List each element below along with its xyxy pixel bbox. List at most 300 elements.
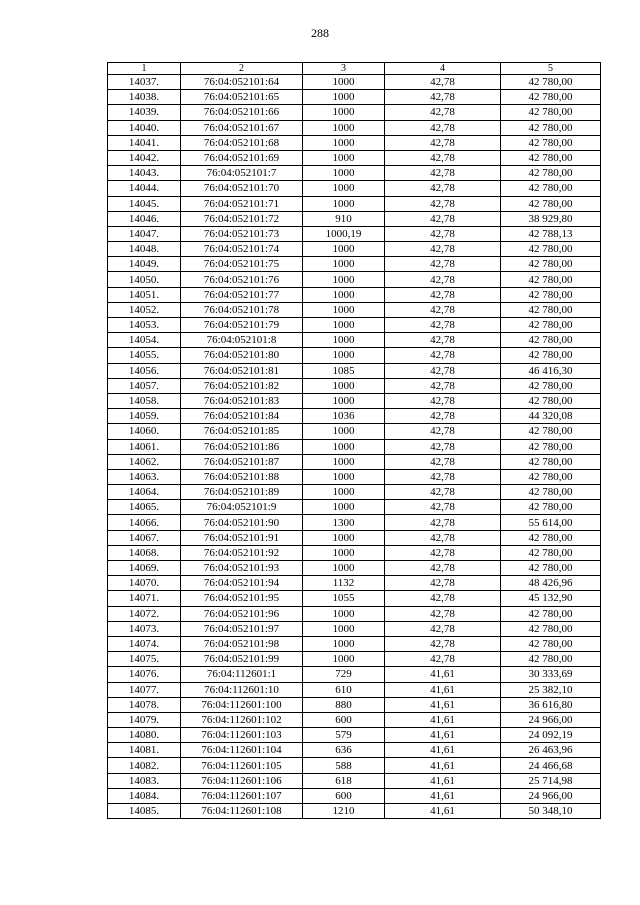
area-cell: 1000 <box>303 196 385 211</box>
row-number-cell: 14057. <box>108 378 181 393</box>
cadastral-number-cell: 76:04:052101:90 <box>181 515 303 530</box>
value-cell: 42 780,00 <box>501 393 601 408</box>
row-number-cell: 14043. <box>108 166 181 181</box>
area-cell: 1000 <box>303 561 385 576</box>
value-cell: 25 714,98 <box>501 773 601 788</box>
cadastral-number-cell: 76:04:052101:99 <box>181 652 303 667</box>
rate-cell: 42,78 <box>385 469 501 484</box>
column-header: 3 <box>303 63 385 75</box>
rate-cell: 42,78 <box>385 454 501 469</box>
table-row <box>108 242 601 257</box>
table-row <box>108 773 601 788</box>
cadastral-number-cell: 76:04:052101:70 <box>181 181 303 196</box>
area-cell: 1000 <box>303 652 385 667</box>
row-number-cell: 14047. <box>108 226 181 241</box>
row-number-cell: 14039. <box>108 105 181 120</box>
row-number-cell: 14074. <box>108 636 181 651</box>
cadastral-number-cell: 76:04:052101:65 <box>181 90 303 105</box>
row-number-cell: 14067. <box>108 530 181 545</box>
table-row <box>108 758 601 773</box>
value-cell: 45 132,90 <box>501 591 601 606</box>
value-cell: 42 780,00 <box>501 545 601 560</box>
table-row <box>108 181 601 196</box>
table-row <box>108 150 601 165</box>
cadastral-number-cell: 76:04:052101:85 <box>181 424 303 439</box>
row-number-cell: 14063. <box>108 469 181 484</box>
cadastral-number-cell: 76:04:052101:80 <box>181 348 303 363</box>
table-row <box>108 166 601 181</box>
rate-cell: 42,78 <box>385 181 501 196</box>
cadastral-number-cell: 76:04:052101:77 <box>181 287 303 302</box>
column-header: 2 <box>181 63 303 75</box>
rate-cell: 42,78 <box>385 636 501 651</box>
value-cell: 42 780,00 <box>501 561 601 576</box>
rate-cell: 42,78 <box>385 378 501 393</box>
table-row <box>108 318 601 333</box>
value-cell: 42 780,00 <box>501 500 601 515</box>
cadastral-number-cell: 76:04:112601:1 <box>181 667 303 682</box>
table-row <box>108 545 601 560</box>
cadastral-number-cell: 76:04:052101:88 <box>181 469 303 484</box>
rate-cell: 42,78 <box>385 333 501 348</box>
table-row <box>108 667 601 682</box>
table-row <box>108 469 601 484</box>
cadastral-number-cell: 76:04:052101:93 <box>181 561 303 576</box>
row-number-cell: 14071. <box>108 591 181 606</box>
rate-cell: 41,61 <box>385 697 501 712</box>
table-row <box>108 75 601 90</box>
cadastral-number-cell: 76:04:052101:72 <box>181 211 303 226</box>
table-row <box>108 576 601 591</box>
value-cell: 42 780,00 <box>501 530 601 545</box>
row-number-cell: 14068. <box>108 545 181 560</box>
table-row <box>108 105 601 120</box>
row-number-cell: 14072. <box>108 606 181 621</box>
value-cell: 38 929,80 <box>501 211 601 226</box>
rate-cell: 42,78 <box>385 211 501 226</box>
table-row <box>108 211 601 226</box>
row-number-cell: 14081. <box>108 743 181 758</box>
table-row <box>108 500 601 515</box>
area-cell: 1000 <box>303 439 385 454</box>
value-cell: 55 614,00 <box>501 515 601 530</box>
row-number-cell: 14054. <box>108 333 181 348</box>
table-row <box>108 363 601 378</box>
area-cell: 1085 <box>303 363 385 378</box>
table-row <box>108 530 601 545</box>
table-row <box>108 712 601 727</box>
area-cell: 729 <box>303 667 385 682</box>
table-row <box>108 591 601 606</box>
cadastral-number-cell: 76:04:052101:78 <box>181 302 303 317</box>
value-cell: 42 788,13 <box>501 226 601 241</box>
table-row <box>108 378 601 393</box>
area-cell: 1000 <box>303 287 385 302</box>
row-number-cell: 14041. <box>108 135 181 150</box>
value-cell: 42 780,00 <box>501 378 601 393</box>
table-row <box>108 606 601 621</box>
table-row <box>108 272 601 287</box>
area-cell: 1000 <box>303 485 385 500</box>
value-cell: 24 466,68 <box>501 758 601 773</box>
cadastral-number-cell: 76:04:052101:89 <box>181 485 303 500</box>
rate-cell: 42,78 <box>385 500 501 515</box>
cadastral-number-cell: 76:04:052101:64 <box>181 75 303 90</box>
value-cell: 24 092,19 <box>501 728 601 743</box>
rate-cell: 42,78 <box>385 591 501 606</box>
area-cell: 1055 <box>303 591 385 606</box>
table-row <box>108 485 601 500</box>
row-number-cell: 14058. <box>108 393 181 408</box>
table-row <box>108 302 601 317</box>
value-cell: 42 780,00 <box>501 606 601 621</box>
cadastral-number-cell: 76:04:052101:79 <box>181 318 303 333</box>
table-header-row <box>108 63 601 75</box>
area-cell: 1000 <box>303 454 385 469</box>
table-row <box>108 196 601 211</box>
row-number-cell: 14082. <box>108 758 181 773</box>
value-cell: 30 333,69 <box>501 667 601 682</box>
rate-cell: 41,61 <box>385 758 501 773</box>
value-cell: 42 780,00 <box>501 424 601 439</box>
table-row <box>108 226 601 241</box>
area-cell: 1000 <box>303 333 385 348</box>
value-cell: 42 780,00 <box>501 90 601 105</box>
value-cell: 24 966,00 <box>501 712 601 727</box>
table-row <box>108 333 601 348</box>
rate-cell: 42,78 <box>385 75 501 90</box>
cadastral-number-cell: 76:04:112601:106 <box>181 773 303 788</box>
value-cell: 36 616,80 <box>501 697 601 712</box>
value-cell: 42 780,00 <box>501 272 601 287</box>
value-cell: 48 426,96 <box>501 576 601 591</box>
table-row <box>108 287 601 302</box>
cadastral-number-cell: 76:04:052101:97 <box>181 621 303 636</box>
table-row <box>108 515 601 530</box>
area-cell: 618 <box>303 773 385 788</box>
row-number-cell: 14075. <box>108 652 181 667</box>
cadastral-number-cell: 76:04:052101:87 <box>181 454 303 469</box>
area-cell: 1000 <box>303 150 385 165</box>
cadastral-number-cell: 76:04:052101:73 <box>181 226 303 241</box>
cadastral-number-cell: 76:04:052101:96 <box>181 606 303 621</box>
cadastral-number-cell: 76:04:052101:68 <box>181 135 303 150</box>
cadastral-number-cell: 76:04:052101:91 <box>181 530 303 545</box>
table-row <box>108 90 601 105</box>
value-cell: 42 780,00 <box>501 469 601 484</box>
page-number: 288 <box>311 26 329 40</box>
value-cell: 42 780,00 <box>501 120 601 135</box>
rate-cell: 42,78 <box>385 272 501 287</box>
row-number-cell: 14038. <box>108 90 181 105</box>
rate-cell: 42,78 <box>385 120 501 135</box>
rate-cell: 42,78 <box>385 226 501 241</box>
cadastral-number-cell: 76:04:112601:104 <box>181 743 303 758</box>
table-row <box>108 454 601 469</box>
row-number-cell: 14050. <box>108 272 181 287</box>
rate-cell: 42,78 <box>385 485 501 500</box>
value-cell: 44 320,08 <box>501 409 601 424</box>
value-cell: 25 382,10 <box>501 682 601 697</box>
area-cell: 1000 <box>303 272 385 287</box>
cadastral-number-cell: 76:04:052101:67 <box>181 120 303 135</box>
area-cell: 1000 <box>303 242 385 257</box>
cadastral-number-cell: 76:04:052101:76 <box>181 272 303 287</box>
value-cell: 42 780,00 <box>501 652 601 667</box>
rate-cell: 42,78 <box>385 302 501 317</box>
rate-cell: 41,61 <box>385 667 501 682</box>
table-row <box>108 728 601 743</box>
table-row <box>108 409 601 424</box>
rate-cell: 42,78 <box>385 652 501 667</box>
cadastral-number-cell: 76:04:052101:84 <box>181 409 303 424</box>
area-cell: 1132 <box>303 576 385 591</box>
area-cell: 1000 <box>303 636 385 651</box>
value-cell: 42 780,00 <box>501 454 601 469</box>
row-number-cell: 14056. <box>108 363 181 378</box>
value-cell: 42 780,00 <box>501 181 601 196</box>
table-body <box>108 75 601 819</box>
rate-cell: 42,78 <box>385 561 501 576</box>
rate-cell: 42,78 <box>385 439 501 454</box>
rate-cell: 42,78 <box>385 530 501 545</box>
area-cell: 1000 <box>303 302 385 317</box>
area-cell: 1036 <box>303 409 385 424</box>
row-number-cell: 14045. <box>108 196 181 211</box>
rate-cell: 42,78 <box>385 409 501 424</box>
cadastral-number-cell: 76:04:112601:108 <box>181 804 303 819</box>
row-number-cell: 14055. <box>108 348 181 363</box>
cadastral-number-cell: 76:04:052101:82 <box>181 378 303 393</box>
value-cell: 42 780,00 <box>501 75 601 90</box>
area-cell: 1000 <box>303 500 385 515</box>
table-row <box>108 561 601 576</box>
column-header: 1 <box>108 63 181 75</box>
area-cell: 910 <box>303 211 385 226</box>
rate-cell: 41,61 <box>385 804 501 819</box>
area-cell: 1000 <box>303 530 385 545</box>
row-number-cell: 14083. <box>108 773 181 788</box>
value-cell: 42 780,00 <box>501 302 601 317</box>
table-row <box>108 788 601 803</box>
cadastral-number-cell: 76:04:052101:7 <box>181 166 303 181</box>
cadastral-number-cell: 76:04:052101:92 <box>181 545 303 560</box>
row-number-cell: 14040. <box>108 120 181 135</box>
area-cell: 1000 <box>303 135 385 150</box>
value-cell: 42 780,00 <box>501 257 601 272</box>
row-number-cell: 14060. <box>108 424 181 439</box>
row-number-cell: 14078. <box>108 697 181 712</box>
value-cell: 46 416,30 <box>501 363 601 378</box>
rate-cell: 42,78 <box>385 545 501 560</box>
row-number-cell: 14042. <box>108 150 181 165</box>
area-cell: 1000 <box>303 90 385 105</box>
area-cell: 1000 <box>303 606 385 621</box>
area-cell: 1000 <box>303 545 385 560</box>
rate-cell: 41,61 <box>385 712 501 727</box>
table-row <box>108 621 601 636</box>
cadastral-number-cell: 76:04:112601:102 <box>181 712 303 727</box>
area-cell: 880 <box>303 697 385 712</box>
cadastral-number-cell: 76:04:052101:86 <box>181 439 303 454</box>
row-number-cell: 14037. <box>108 75 181 90</box>
table-row <box>108 697 601 712</box>
rate-cell: 41,61 <box>385 773 501 788</box>
cadastral-number-cell: 76:04:052101:81 <box>181 363 303 378</box>
area-cell: 1000,19 <box>303 226 385 241</box>
cadastral-number-cell: 76:04:052101:71 <box>181 196 303 211</box>
area-cell: 636 <box>303 743 385 758</box>
area-cell: 610 <box>303 682 385 697</box>
cadastral-number-cell: 76:04:052101:75 <box>181 257 303 272</box>
row-number-cell: 14048. <box>108 242 181 257</box>
rate-cell: 42,78 <box>385 576 501 591</box>
cadastral-number-cell: 76:04:052101:66 <box>181 105 303 120</box>
rate-cell: 42,78 <box>385 196 501 211</box>
rate-cell: 42,78 <box>385 393 501 408</box>
area-cell: 600 <box>303 788 385 803</box>
column-header: 4 <box>385 63 501 75</box>
table-row <box>108 393 601 408</box>
table-row <box>108 636 601 651</box>
row-number-cell: 14085. <box>108 804 181 819</box>
row-number-cell: 14052. <box>108 302 181 317</box>
rate-cell: 41,61 <box>385 788 501 803</box>
cadastral-number-cell: 76:04:052101:83 <box>181 393 303 408</box>
rate-cell: 41,61 <box>385 682 501 697</box>
area-cell: 1000 <box>303 424 385 439</box>
area-cell: 1000 <box>303 469 385 484</box>
row-number-cell: 14064. <box>108 485 181 500</box>
cadastral-number-cell: 76:04:052101:98 <box>181 636 303 651</box>
area-cell: 1210 <box>303 804 385 819</box>
cadastral-number-cell: 76:04:112601:107 <box>181 788 303 803</box>
rate-cell: 42,78 <box>385 257 501 272</box>
row-number-cell: 14053. <box>108 318 181 333</box>
value-cell: 42 780,00 <box>501 150 601 165</box>
value-cell: 42 780,00 <box>501 636 601 651</box>
row-number-cell: 14061. <box>108 439 181 454</box>
rate-cell: 41,61 <box>385 728 501 743</box>
area-cell: 1000 <box>303 318 385 333</box>
row-number-cell: 14044. <box>108 181 181 196</box>
area-cell: 1300 <box>303 515 385 530</box>
rate-cell: 42,78 <box>385 515 501 530</box>
row-number-cell: 14049. <box>108 257 181 272</box>
value-cell: 42 780,00 <box>501 318 601 333</box>
area-cell: 588 <box>303 758 385 773</box>
row-number-cell: 14069. <box>108 561 181 576</box>
value-cell: 42 780,00 <box>501 439 601 454</box>
cadastral-number-cell: 76:04:112601:105 <box>181 758 303 773</box>
cadastral-number-cell: 76:04:112601:10 <box>181 682 303 697</box>
value-cell: 50 348,10 <box>501 804 601 819</box>
rate-cell: 42,78 <box>385 242 501 257</box>
row-number-cell: 14051. <box>108 287 181 302</box>
area-cell: 1000 <box>303 120 385 135</box>
value-cell: 26 463,96 <box>501 743 601 758</box>
table-row <box>108 120 601 135</box>
rate-cell: 42,78 <box>385 621 501 636</box>
rate-cell: 41,61 <box>385 743 501 758</box>
cadastral-number-cell: 76:04:052101:94 <box>181 576 303 591</box>
table-row <box>108 424 601 439</box>
row-number-cell: 14066. <box>108 515 181 530</box>
area-cell: 1000 <box>303 75 385 90</box>
value-cell: 42 780,00 <box>501 135 601 150</box>
table-row <box>108 135 601 150</box>
rate-cell: 42,78 <box>385 166 501 181</box>
column-header: 5 <box>501 63 601 75</box>
table-row <box>108 652 601 667</box>
table-row <box>108 439 601 454</box>
area-cell: 600 <box>303 712 385 727</box>
value-cell: 42 780,00 <box>501 287 601 302</box>
value-cell: 42 780,00 <box>501 348 601 363</box>
row-number-cell: 14062. <box>108 454 181 469</box>
row-number-cell: 14070. <box>108 576 181 591</box>
cadastral-number-cell: 76:04:112601:103 <box>181 728 303 743</box>
value-cell: 42 780,00 <box>501 166 601 181</box>
area-cell: 1000 <box>303 348 385 363</box>
cadastral-number-cell: 76:04:052101:74 <box>181 242 303 257</box>
row-number-cell: 14076. <box>108 667 181 682</box>
area-cell: 1000 <box>303 393 385 408</box>
row-number-cell: 14046. <box>108 211 181 226</box>
row-number-cell: 14080. <box>108 728 181 743</box>
table-row <box>108 257 601 272</box>
rate-cell: 42,78 <box>385 287 501 302</box>
value-cell: 42 780,00 <box>501 242 601 257</box>
area-cell: 1000 <box>303 181 385 196</box>
area-cell: 1000 <box>303 105 385 120</box>
table-row <box>108 348 601 363</box>
table-row <box>108 682 601 697</box>
rate-cell: 42,78 <box>385 150 501 165</box>
row-number-cell: 14079. <box>108 712 181 727</box>
cadastral-number-cell: 76:04:052101:95 <box>181 591 303 606</box>
rate-cell: 42,78 <box>385 318 501 333</box>
rate-cell: 42,78 <box>385 105 501 120</box>
row-number-cell: 14065. <box>108 500 181 515</box>
rate-cell: 42,78 <box>385 348 501 363</box>
rate-cell: 42,78 <box>385 90 501 105</box>
cadastral-number-cell: 76:04:112601:100 <box>181 697 303 712</box>
table-row <box>108 743 601 758</box>
value-cell: 24 966,00 <box>501 788 601 803</box>
cadastral-number-cell: 76:04:052101:9 <box>181 500 303 515</box>
rate-cell: 42,78 <box>385 606 501 621</box>
row-number-cell: 14077. <box>108 682 181 697</box>
value-cell: 42 780,00 <box>501 333 601 348</box>
rate-cell: 42,78 <box>385 135 501 150</box>
area-cell: 1000 <box>303 166 385 181</box>
area-cell: 1000 <box>303 378 385 393</box>
value-cell: 42 780,00 <box>501 105 601 120</box>
value-cell: 42 780,00 <box>501 196 601 211</box>
area-cell: 579 <box>303 728 385 743</box>
area-cell: 1000 <box>303 621 385 636</box>
value-cell: 42 780,00 <box>501 485 601 500</box>
row-number-cell: 14084. <box>108 788 181 803</box>
value-cell: 42 780,00 <box>501 621 601 636</box>
cadastral-number-cell: 76:04:052101:69 <box>181 150 303 165</box>
table-row <box>108 804 601 819</box>
area-cell: 1000 <box>303 257 385 272</box>
row-number-cell: 14059. <box>108 409 181 424</box>
rate-cell: 42,78 <box>385 363 501 378</box>
data-table <box>107 62 601 819</box>
